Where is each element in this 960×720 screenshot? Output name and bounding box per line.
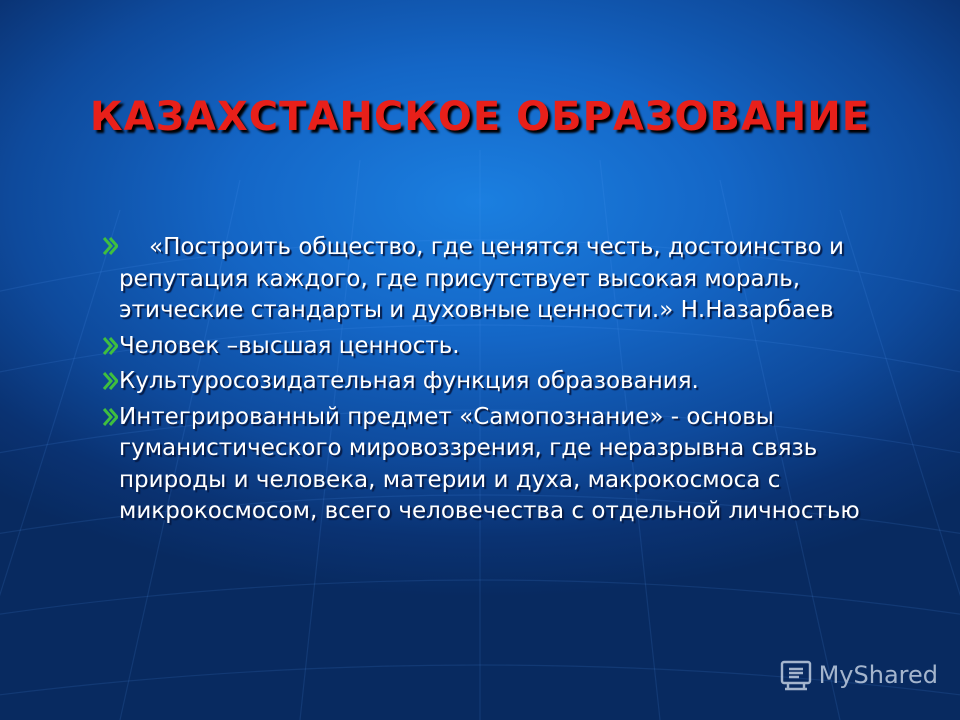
myshared-logo-icon [779, 658, 813, 692]
arrow-bullet-icon [102, 336, 118, 356]
bullet-item [102, 366, 862, 398]
arrow-bullet-icon [102, 407, 118, 427]
arrow-bullet-icon [102, 236, 118, 256]
watermark-text: MyShared [818, 661, 938, 689]
bullet-item [102, 232, 862, 327]
bullet-text: «Построить общество, где ценятся честь, достоинство и репутация каждого, где присутствует высокая мораль, этические стандарты и духовные ценности.» Н.Назарбаев [119, 234, 845, 323]
arrow-bullet-icon [102, 371, 118, 391]
bullet-text: Интегрированный предмет «Самопознание» - основы гуманистического мировоззрения, где неразрывна связь природы и человека, материи и духа, макрокосмоса с микрокосмосом, всего человечества с отдельной личностью [119, 403, 860, 524]
watermark[interactable] [779, 658, 938, 692]
bullet-text: Культуросозидательная функция образования. [119, 368, 699, 394]
bullet-list [102, 232, 862, 532]
bullet-item [102, 331, 862, 363]
slide-title: КАЗАХСТАНСКОЕ ОБРАЗОВАНИЕ [89, 94, 871, 140]
bullet-text: Человек –высшая ценность. [119, 332, 460, 359]
bullet-item [102, 402, 862, 528]
